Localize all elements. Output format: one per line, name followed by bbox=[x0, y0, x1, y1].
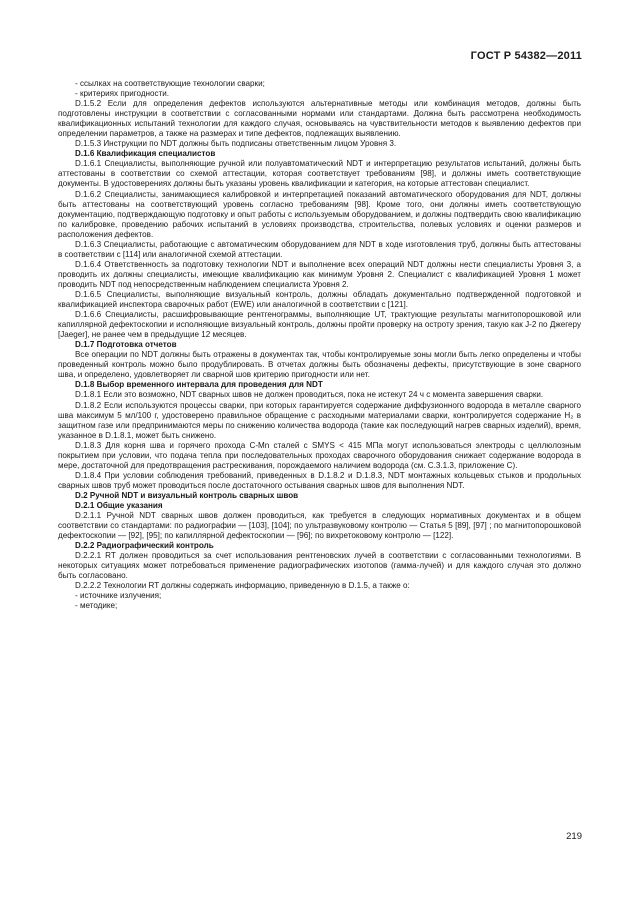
document-body bbox=[58, 79, 581, 611]
paragraph: - ссылках на соответствующие технологии сварки; bbox=[75, 79, 265, 88]
paragraph: D.1.6.5 Специалисты, выполняющие визуальный контроль, должны обладать документально подтвержденной подготовкой и квалификацией инспектора сварочных работ (EWE) или аналогичной в соответствии с [121]. bbox=[58, 289, 581, 310]
paragraph: D.1.5.2 Если для определения дефектов используются альтернативные методы или комбинация методов, должны быть подготовлены инструкции в соответствии с согласованными нормами или стандартами. Должна быть рассмотрена необходимость квалификационных испытаний технологии для каждого случая, основываясь на чувствительности методов к выявлению дефектов при определении параметров, а также на размерах и типе дефектов, подлежащих выявлению. bbox=[58, 99, 581, 139]
paragraph: Все операции по NDT должны быть отражены в документах так, чтобы контролируемые зоны могли быть легко определены и чтобы проведенный контроль можно было продублировать. В отчетах должны быть обозначены дефекты, присутствующие в зоне сварного шва, и определено, удовлетворяет ли сварной шов критерию пригодности или нет. bbox=[58, 350, 581, 380]
standard-code-header: ГОСТ Р 54382—2011 bbox=[470, 50, 582, 62]
paragraph: D.1.5.3 Инструкции по NDT должны быть подписаны ответственным лицом Уровня 3. bbox=[75, 139, 397, 149]
page-number: 219 bbox=[566, 831, 582, 842]
paragraph: - методике; bbox=[75, 601, 118, 611]
paragraph: D.1.8.2 Если используются процессы сварки, при которых гарантируется содержание диффузионного водорода в металле сварного шва максимум 5 мл/100 г, удостоверено правильное обращение с расходными материалами сварки, контролируется содержание H₂ в защитном газе или предпринимаются меры по снижению количества водорода (такие как последующий нагрев сварных изделий), время, указанное в D.1.8.1, может быть снижено. bbox=[58, 400, 581, 440]
paragraph: D.1.6.6 Специалисты, расшифровывающие рентгенограммы, выполняющие UT, трактующие результаты магнитопорошковой или капиллярной дефектоскопии и исполняющие визуальный контроль, должны пройти проверку на остроту зрения, такую как J-2 по Джегеру [Jaeger], не ранее чем в предыдущие 12 месяцев. bbox=[58, 310, 581, 340]
paragraph: - источнике излучения; bbox=[75, 591, 162, 601]
section-heading: D.2.2 Радиографический контроль bbox=[75, 541, 214, 551]
paragraph: D.1.8.1 Если это возможно, NDT сварных швов не должен проводиться, пока не истекут 24 ч с момента завершения сварки. bbox=[75, 390, 544, 400]
paragraph: D.1.6.3 Специалисты, работающие с автоматическим оборудованием для NDT в ходе изготовления труб, должны быть аттестованы в соответствии с [114] или аналогичной схемой аттестации. bbox=[58, 239, 581, 259]
section-heading: D.1.6 Квалификация специалистов bbox=[75, 149, 216, 159]
section-heading: D.1.7 Подготовка отчетов bbox=[75, 340, 177, 350]
section-heading: D.1.8 Выбор временного интервала для проведения для NDT bbox=[75, 380, 323, 390]
paragraph: D.1.6.1 Специалисты, выполняющие ручной или полуавтоматический NDT и интерпретацию результатов испытаний, должны быть аттестованы в соответствии со схемой аттестации, которая соответствует требованиям [98], и должны иметь соответствующие документы. В удостоверениях должны быть указаны уровень квалификации и категория, на которые аттестован специалист. bbox=[58, 159, 581, 189]
paragraph: D.1.8.3 Для корня шва и горячего прохода С-Mn сталей с SMYS < 415 МПа могут использоваться электроды с целлюлозным покрытием при условии, что подача тепла при последовательных проходах сварочного оборудования снижает содержание водорода в мере, достаточной для предотвращения растрескивания, порождаемого наличием водорода (см. С.3.1.3, приложение С). bbox=[58, 440, 581, 470]
paragraph: - критериях пригодности. bbox=[75, 89, 170, 99]
section-heading: D.2 Ручной NDT и визуальный контроль сварных швов bbox=[75, 490, 299, 500]
paragraph: D.2.2.1 RT должен проводиться за счет использования рентгеновских лучей в соответствии с согласованными технологиями. В некоторых ситуациях может потребоваться применение радиографических изотопов (гамма-лучей) и для каждого случая это должно быть согласовано. bbox=[58, 551, 581, 581]
paragraph: D.1.8.4 При условии соблюдения требований, приведенных в D.1.8.2 и D.1.8.3, NDT монтажных кольцевых стыков и продольных сварных швов труб может проводиться после достаточного остывания сварных швов для выполнения NDT. bbox=[58, 470, 581, 490]
paragraph: D.2.2.2 Технологии RT должны содержать информацию, приведенную в D.1.5, а также о: bbox=[75, 581, 410, 591]
paragraph: D.1.6.2 Специалисты, занимающиеся калибровкой и интерпретацией показаний автоматического оборудования для NDT, должны быть аттестованы на соответствующий уровень согласно требованиям [98]. Кроме того, они должны иметь соответствующую документацию, подтверждающую подготовку и опыт работы с используемым оборудованием, и должны подтвердить свою квалификацию по калибровке, проведению рабочих испытаний в условиях производства, строительства, полевых условиях и оценки размеров и расположения дефектов. bbox=[58, 189, 581, 239]
paragraph: D.2.1.1 Ручной NDT сварных швов должен проводиться, как требуется в следующих нормативных документах и в общем соответствии со стандартами: по радиографии — [103], [104]; по ультразвуковому контролю — Статья 5 [89], [97] ; по магнитопорошковой дефектоскопии — [92], [95]; по капиллярной дефектоскопии — [96]; по вихретоковому контролю — [122]. bbox=[58, 511, 581, 541]
paragraph: D.1.6.4 Ответственность за подготовку технологии NDT и выполнение всех операций NDT должны нести специалисты Уровня 3, а проводить их должны специалисты, имеющие квалификацию как минимум Уровня 2. Специалист с квалификацией Уровня 1 может проводить NDT под непосредственным наблюдением специалиста Уровня 2. bbox=[58, 259, 581, 289]
section-heading: D.2.1 Общие указания bbox=[75, 500, 163, 510]
